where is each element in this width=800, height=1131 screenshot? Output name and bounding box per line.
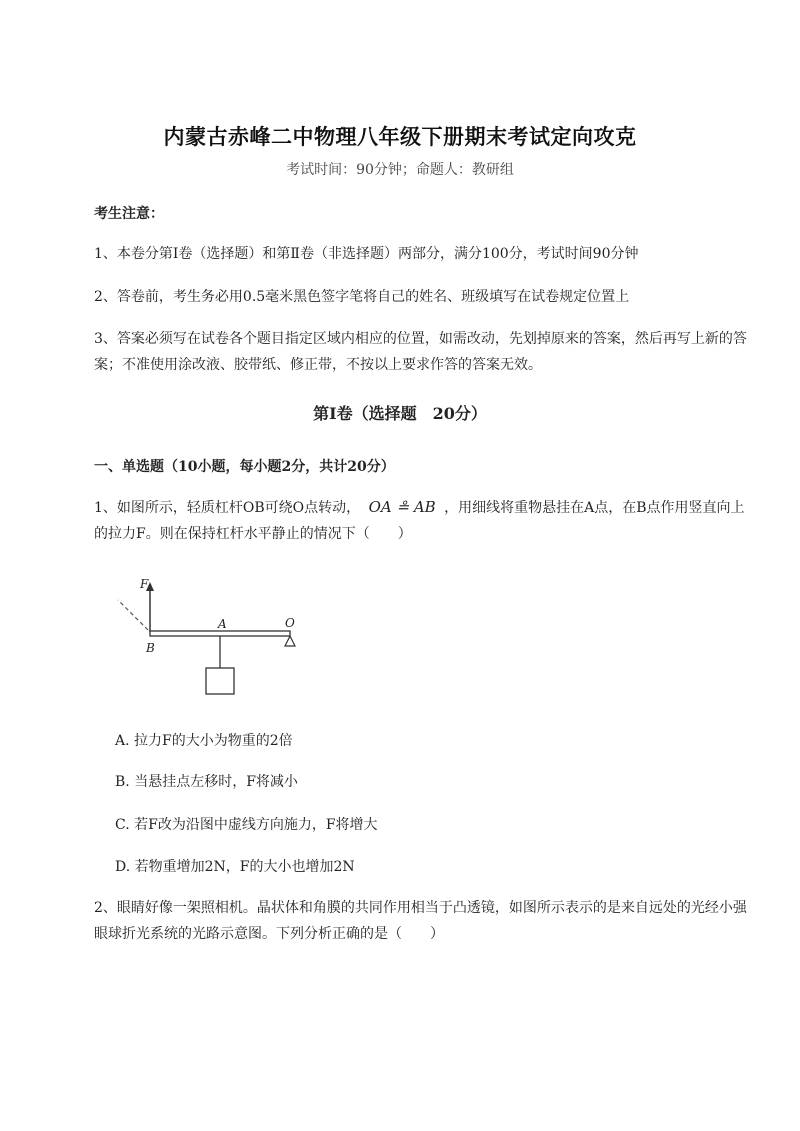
question-1-stem [94,494,754,547]
question-1-text-after: ，用细线将重物悬挂在A点，在B点作用竖直向上的拉力F。则在保持杠杆水平静止的情况下（ ） [94,500,745,542]
question-1-text-before: 1、如图所示，轻质杠杆OB可绕O点转动， [94,500,361,516]
label-F: F [140,577,149,591]
exam-info: 考试时间：90分钟；命题人：教研组 [286,162,514,178]
label-B: B [146,641,155,655]
weight-block [206,668,234,694]
pivot-triangle [285,636,295,646]
question-1-option-d[interactable]: D. 若物重增加2N，F的大小也增加2N [115,859,355,875]
notice-item-2: 2、答卷前，考生务必用0.5毫米黑色签字笔将自己的姓名、班级填写在试卷规定位置上 [94,289,630,305]
page-title: 内蒙古赤峰二中物理八年级下册期末考试定向攻克 [163,124,637,149]
dashed-direction-line [118,600,148,630]
question-2-stem: 2、眼睛好像一架照相机。晶状体和角膜的共同作用相当于凸透镜，如图所示表示的是来自远处的光经小强眼球折光系统的光路示意图。下列分析正确的是（ ） [94,900,747,942]
section-title: 第I卷（选择题 20分） [313,404,487,423]
notice-title: 考生注意： [94,206,164,222]
question-1-option-a[interactable]: A. 拉力F的大小为物重的2倍 [115,733,293,749]
question-1-option-b[interactable]: B. 当悬挂点左移时，F将减小 [115,774,298,790]
notice-item-1: 1、本卷分第I卷（选择题）和第Ⅱ卷（非选择题）两部分，满分100分，考试时间90分钟 [94,246,639,262]
question-1-option-c[interactable]: C. 若F改为沿图中虚线方向施力，F将增大 [115,817,378,833]
lever-figure [110,572,310,702]
notice-item-3: 3、答案必须写在试卷各个题目指定区域内相应的位置，如需改动，先划掉原来的答案，然后再写上新的答案；不准使用涂改液、胶带纸、修正带，不按以上要求作答的答案无效。 [94,331,747,373]
part-heading: 一、单选题（10小题，每小题2分，共计20分） [94,459,395,475]
lever-bar [150,631,290,636]
label-A: A [218,617,227,631]
question-1-formula: OA ≗ AB [368,498,436,516]
label-O: O [285,616,295,630]
